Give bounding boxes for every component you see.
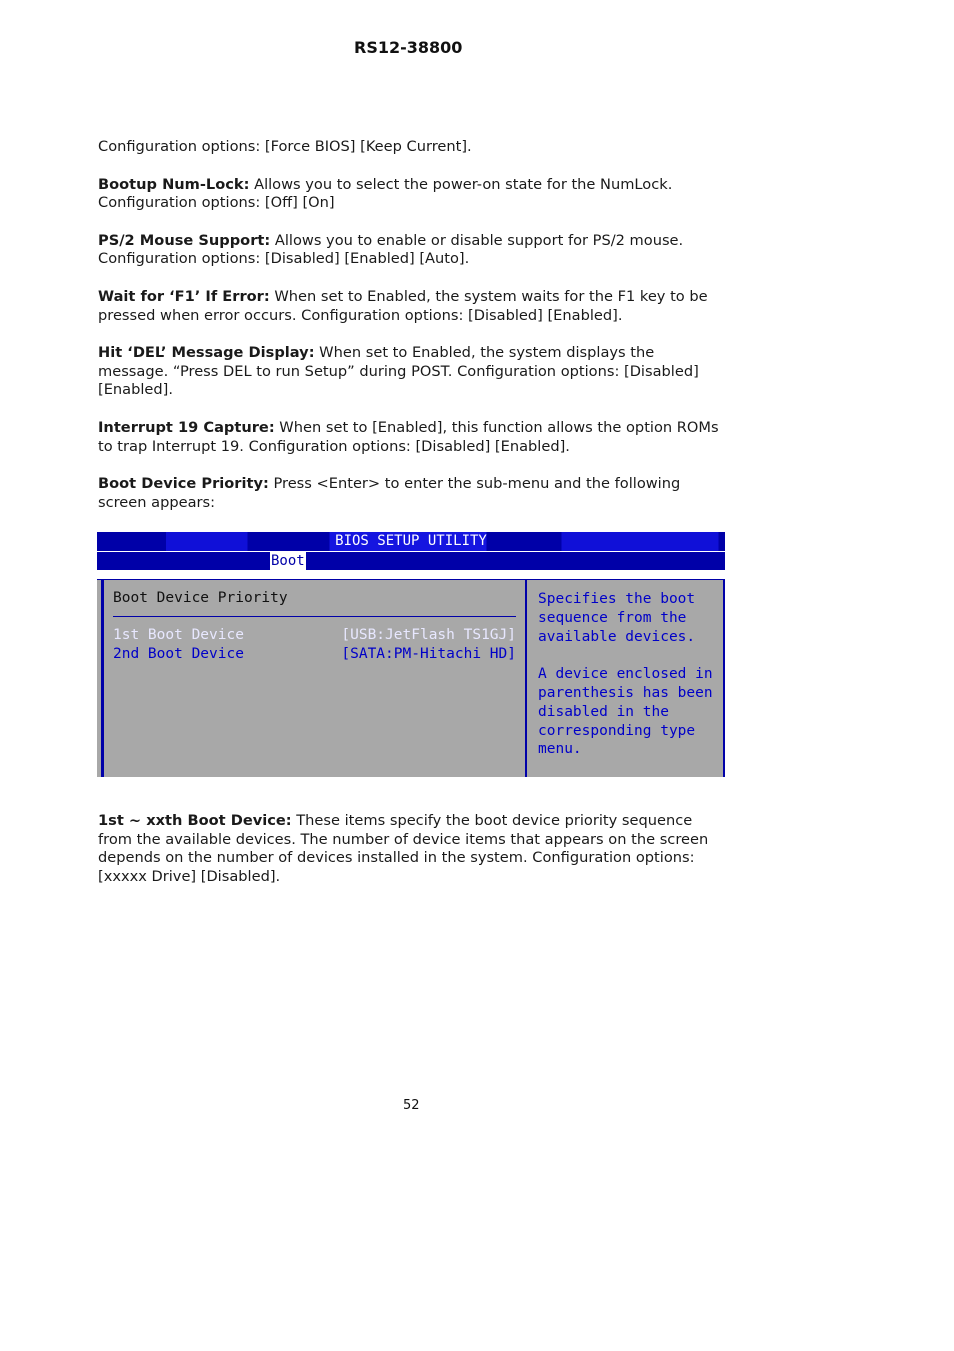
paragraph-ps2-mouse (98, 232, 728, 269)
paragraph-text: When set to Enabled, the system waits for the F1 key to be pressed when error occurs. Configuration options: [Disabled] [Enabled]. (98, 287, 708, 324)
paragraph-text: When set to Enabled, the system displays the message. “Press DEL to run Setup” during POST. Configuration options: [Disabled] [Enabled]. (98, 344, 699, 399)
page-number: 52 (403, 1098, 420, 1113)
paragraph-config-options (98, 138, 728, 157)
paragraph-text: Configuration options: [Force BIOS] [Keep Current]. (98, 138, 472, 155)
paragraph-term: 1st ~ xxth Boot Device: (98, 812, 292, 829)
bios-frame-border (101, 580, 104, 777)
paragraph-text: When set to [Enabled], this function allows the option ROMs to trap Interrupt 19. Configuration options: [Disabled] [Enabled]. (98, 418, 719, 455)
bios-divider (113, 616, 516, 617)
bios-item-label: 2nd Boot Device (113, 646, 244, 662)
paragraph-hit-del (98, 344, 728, 400)
bios-title: BIOS SETUP UTILITY (335, 533, 487, 549)
document-body-continued (98, 812, 728, 905)
paragraph-term: Interrupt 19 Capture: (98, 418, 275, 436)
paragraph-bootup-numlock (98, 176, 728, 213)
bios-menu-bar (97, 552, 725, 570)
paragraph-interrupt-19 (98, 419, 728, 456)
bios-title-bar (97, 532, 725, 551)
bios-section-heading: Boot Device Priority (113, 590, 288, 606)
paragraph-text: These items specify the boot device priority sequence from the available devices. The number of device items that appears on the screen depends on the number of devices installed in the system. Configuration options: [xxxxx Drive] [Disabled]. (98, 812, 709, 885)
bios-tab-boot[interactable]: Boot (271, 553, 305, 569)
bios-item-1st-boot-device[interactable] (113, 627, 516, 646)
paragraph-term: Boot Device Priority: (98, 475, 269, 493)
paragraph-term: Wait for ‘F1’ If Error: (98, 287, 270, 305)
bios-item-2nd-boot-device[interactable] (113, 646, 516, 665)
paragraph-boot-device-priority (98, 475, 728, 512)
paragraph-term: PS/2 Mouse Support: (98, 231, 271, 249)
bios-help-text: Specifies the boot sequence from the available devices. A device enclosed in parenthesis has been disabled in the corresponding type menu. (538, 591, 713, 758)
paragraph-wait-f1 (98, 288, 728, 325)
bios-item-label: 1st Boot Device (113, 627, 244, 643)
document-header-title: RS12-38800 (354, 38, 463, 57)
bios-item-value: [USB:JetFlash TS1GJ] (341, 627, 516, 643)
bios-item-value: [SATA:PM-Hitachi HD] (341, 646, 516, 662)
paragraph-text: Allows you to enable or disable support for PS/2 mouse. Configuration options: [Disabled] [Enabled] [Auto]. (98, 231, 684, 268)
paragraph-term: Bootup Num-Lock: (98, 175, 250, 193)
bios-spacer (97, 570, 725, 579)
bios-panel (97, 579, 725, 777)
paragraph-text: Press <Enter> to enter the sub-menu and the following screen appears: (98, 475, 681, 511)
paragraph-text: Allows you to select the power-on state for the NumLock. Configuration options: [Off] [On] (98, 175, 673, 212)
bios-frame-divider (525, 580, 527, 777)
paragraph-term: Hit ‘DEL’ Message Display: (98, 344, 315, 362)
bios-screenshot (97, 532, 725, 776)
bios-frame-border (723, 580, 725, 777)
paragraph-boot-device-items (98, 812, 728, 886)
document-body (98, 138, 728, 531)
